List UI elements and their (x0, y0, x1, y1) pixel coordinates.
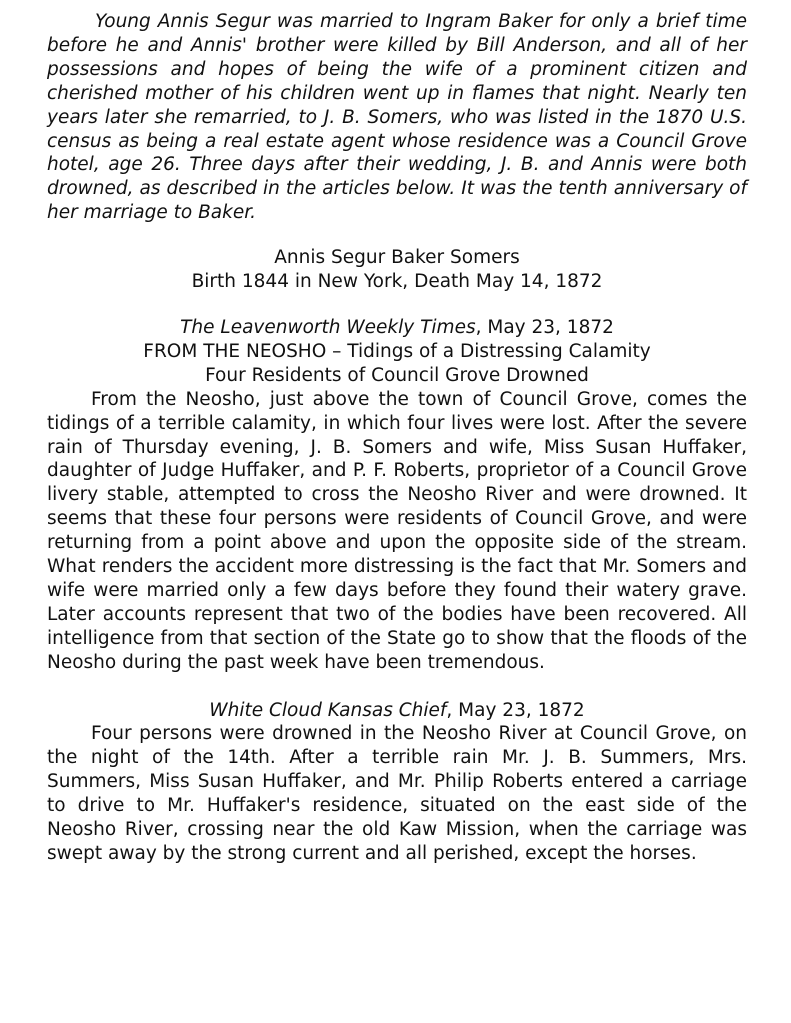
article-white-cloud (47, 699, 747, 866)
publication-date: , May 23, 1872 (446, 699, 585, 721)
article-body: Four persons were drowned in the Neosho River at Council Grove, on the night of the 14th. After a terrible rain Mr. J. B. Summers, Mrs. Summers, Miss Susan Huffaker, and Mr. Philip Roberts entered a carriage to drive to Mr. Huffaker's residence, situated on the east side of the Neosho River, crossing near the old Kaw Mission, when the carriage was swept away by the strong current and all perished, except the horses. (47, 723, 747, 864)
publication-date: , May 23, 1872 (475, 316, 614, 338)
article-subheadline: Four Residents of Council Grove Drowned (205, 364, 589, 386)
publication-title: White Cloud Kansas Chief (209, 699, 447, 721)
article-citation (47, 699, 747, 723)
intro-paragraph: Young Annis Segur was married to Ingram Baker for only a brief time before he and Annis' brother were killed by Bill Anderson, and all of her possessions and hopes of being the wife of a prominent citizen and cherished mother of his children went up in flames that night. Nearly ten years later she remarried, to J. B. Somers, who was listed in the 1870 U.S. census as being a real estate agent whose residence was a Council Grove hotel, age 26. Three days after their wedding, J. B. and Annis were both drowned, as described in the articles below. It was the tenth anniversary of her marriage to Baker. (47, 11, 747, 224)
person-dates: Birth 1844 in New York, Death May 14, 1872 (191, 271, 603, 293)
article-leavenworth (47, 316, 747, 675)
person-name: Annis Segur Baker Somers (274, 247, 520, 269)
article-citation (47, 316, 747, 340)
person-heading (47, 246, 747, 294)
article-headline: FROM THE NEOSHO – Tidings of a Distressing Calamity (143, 340, 651, 362)
publication-title: The Leavenworth Weekly Times (180, 316, 476, 338)
article-body: From the Neosho, just above the town of Council Grove, comes the tidings of a terrible calamity, in which four lives were lost. After the severe rain of Thursday evening, J. B. Somers and wife, Miss Susan Huffaker, daughter of Judge Huffaker, and P. F. Roberts, proprietor of a Council Grove livery stable, attempted to cross the Neosho River and were drowned. It seems that these four persons were residents of Council Grove, and were returning from a point above and upon the opposite side of the stream. What renders the accident more distressing is the fact that Mr. Somers and wife were married only a few days before they found their watery grave. Later accounts represent that two of the bodies have been recovered. All intelligence from that section of the State go to show that the floods of the Neosho during the past week have been tremendous. (47, 388, 747, 673)
